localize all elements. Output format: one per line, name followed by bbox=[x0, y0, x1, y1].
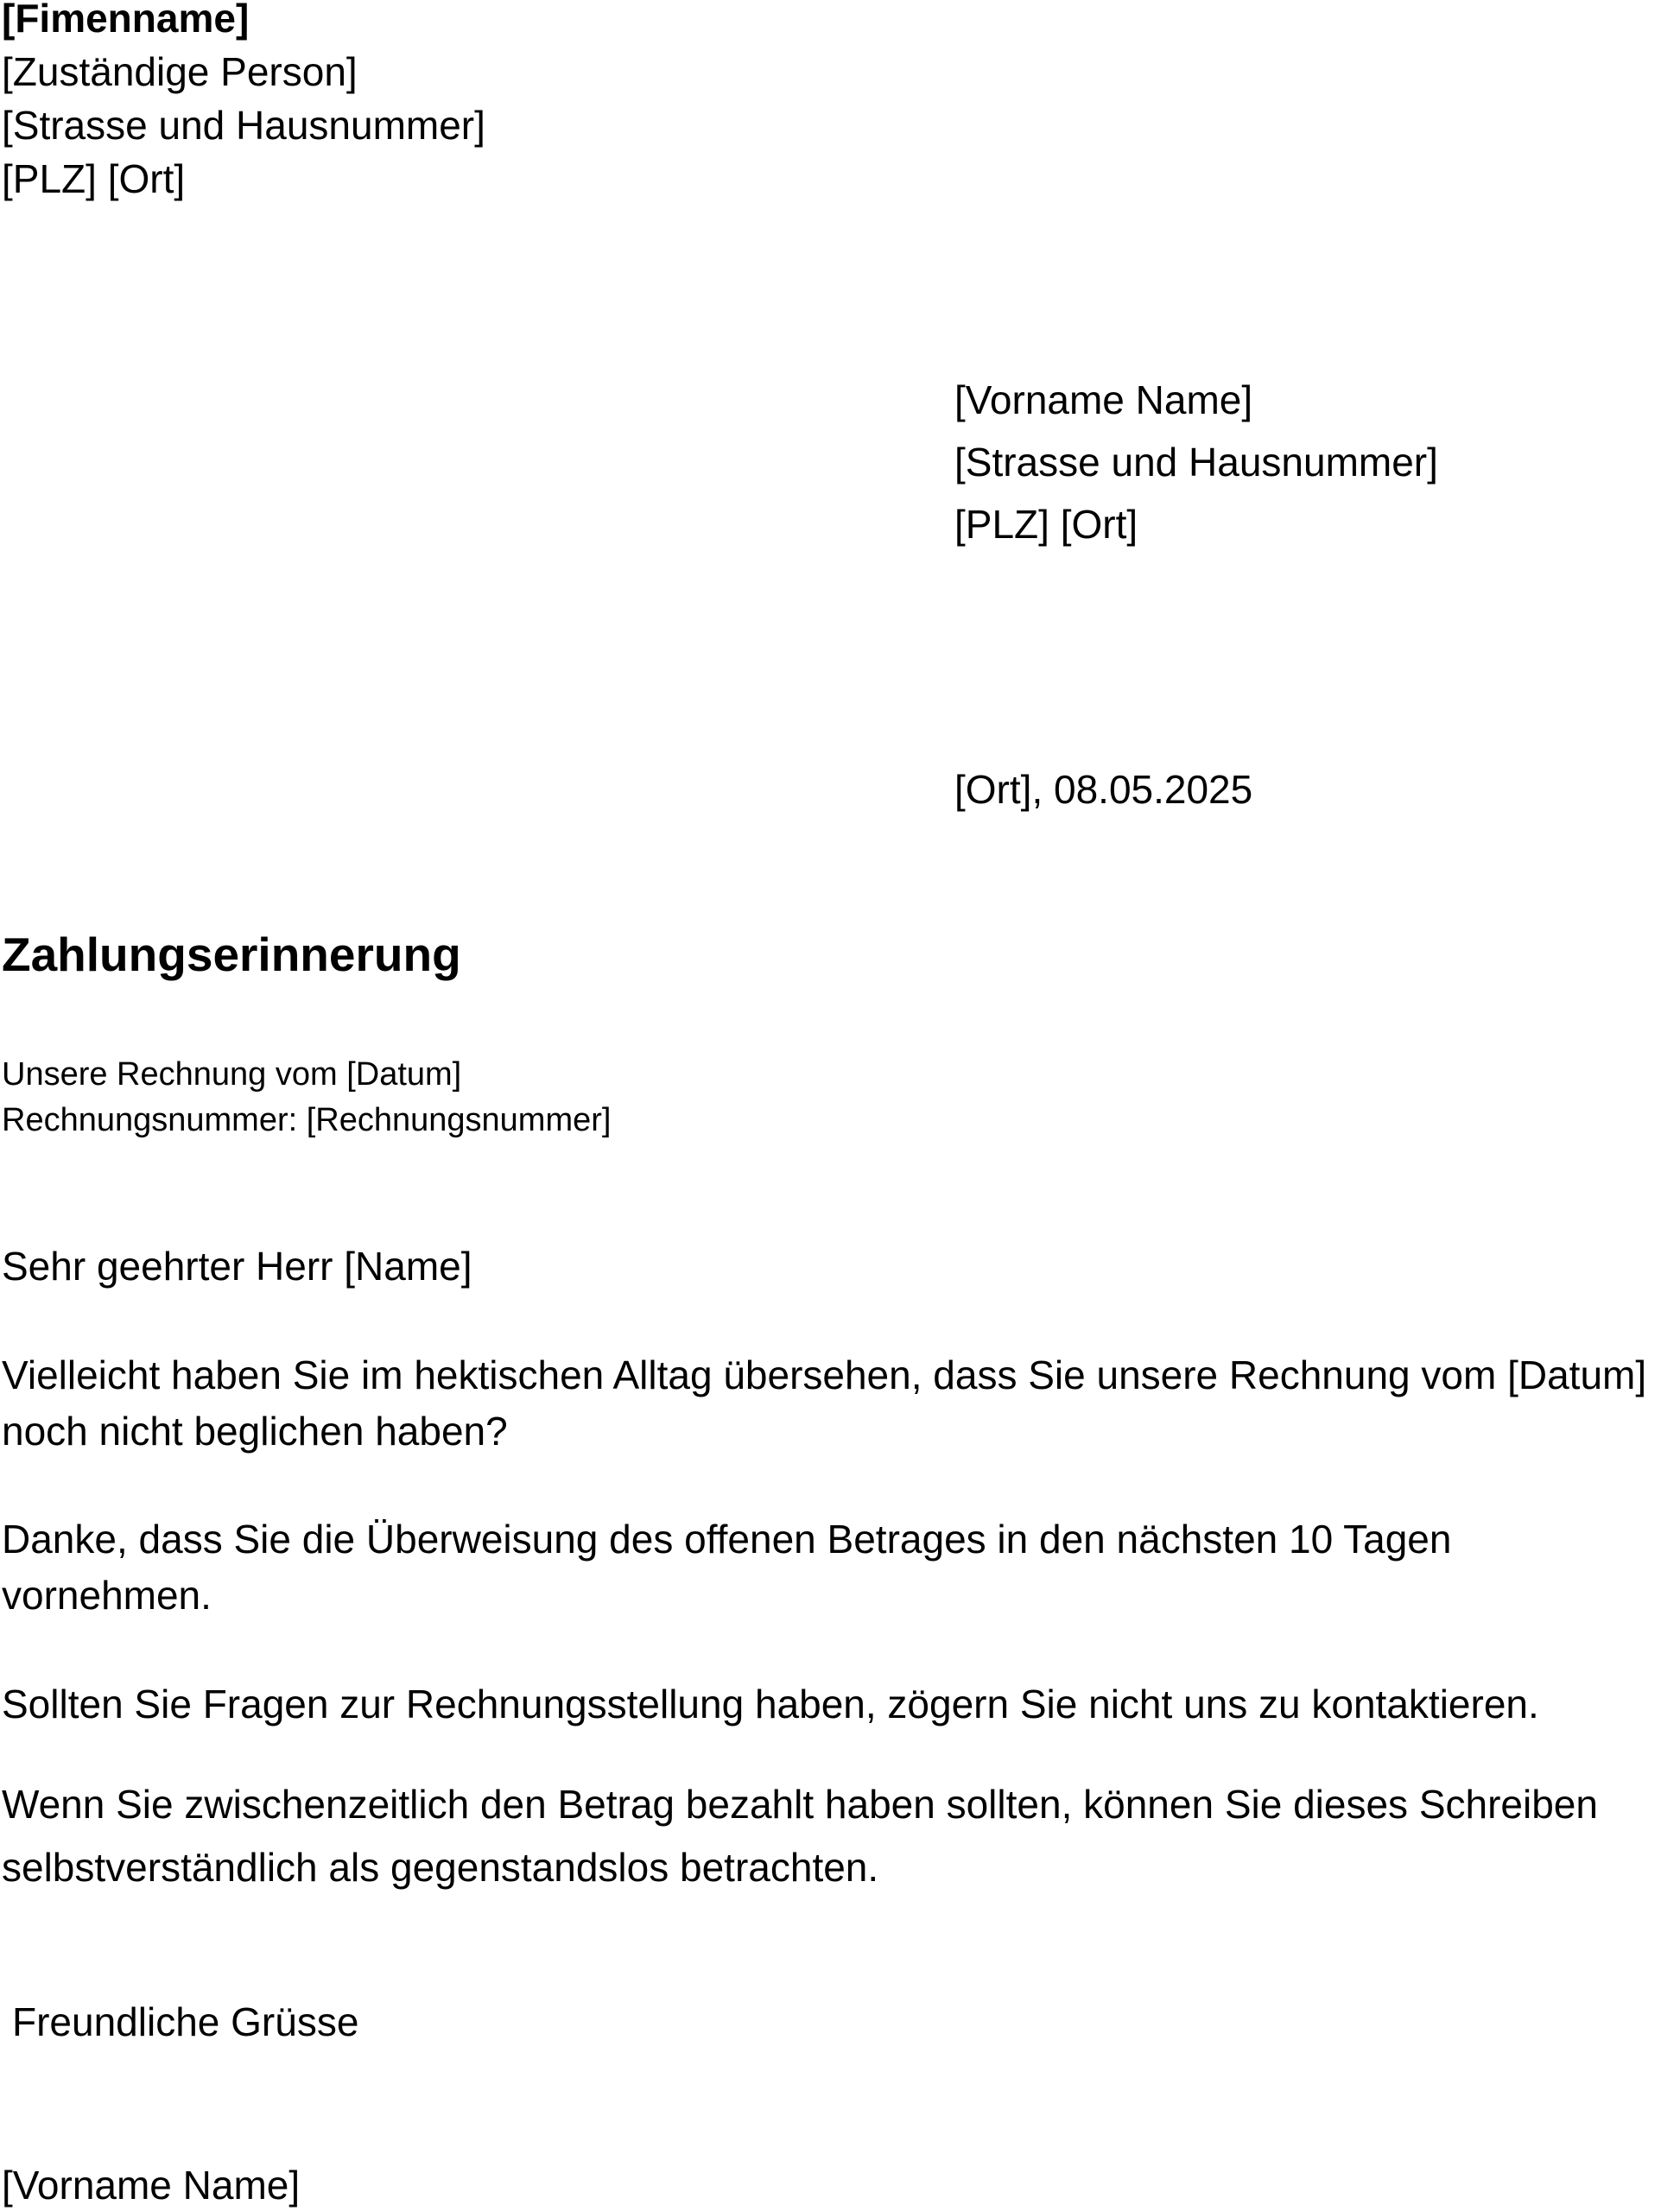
body-paragraph-2-line-2: vornehmen. bbox=[2, 1573, 212, 1618]
sender-city: [PLZ] [Ort] bbox=[2, 156, 186, 201]
closing: Freundliche Grüsse bbox=[12, 1999, 359, 2044]
recipient-city: [PLZ] [Ort] bbox=[954, 502, 1138, 547]
date-line: [Ort], 08.05.2025 bbox=[954, 767, 1253, 812]
body-paragraph-4-line-2: selbstverständlich als gegenstandslos betrachten. bbox=[2, 1845, 879, 1890]
subject-title: Zahlungserinnerung bbox=[2, 928, 461, 981]
recipient-name: [Vorname Name] bbox=[954, 377, 1253, 422]
invoice-reference: Unsere Rechnung vom [Datum] bbox=[2, 1056, 462, 1093]
body-paragraph-1-line-2: noch nicht beglichen haben? bbox=[2, 1409, 508, 1454]
body-paragraph-2-line-1: Danke, dass Sie die Überweisung des offenen Betrages in den nächsten 10 Tagen bbox=[2, 1517, 1452, 1562]
salutation: Sehr geehrter Herr [Name] bbox=[2, 1244, 472, 1289]
body-paragraph-4-line-1: Wenn Sie zwischenzeitlich den Betrag bezahlt haben sollten, können Sie dieses Schreiben bbox=[2, 1782, 1598, 1827]
sender-company: [Fimenname] bbox=[2, 0, 250, 41]
body-paragraph-1-line-1: Vielleicht haben Sie im hektischen Alltag übersehen, dass Sie unsere Rechnung vom [Datum] bbox=[2, 1353, 1647, 1397]
invoice-number: Rechnungsnummer: [Rechnungsnummer] bbox=[2, 1102, 612, 1138]
sender-street: [Strasse und Hausnummer] bbox=[2, 103, 485, 148]
sender-person: [Zuständige Person] bbox=[2, 49, 358, 94]
recipient-street: [Strasse und Hausnummer] bbox=[954, 440, 1438, 485]
body-paragraph-3: Sollten Sie Fragen zur Rechnungsstellung haben, zögern Sie nicht uns zu kontaktieren. bbox=[2, 1682, 1539, 1726]
signature-name: [Vorname Name] bbox=[2, 2163, 301, 2208]
